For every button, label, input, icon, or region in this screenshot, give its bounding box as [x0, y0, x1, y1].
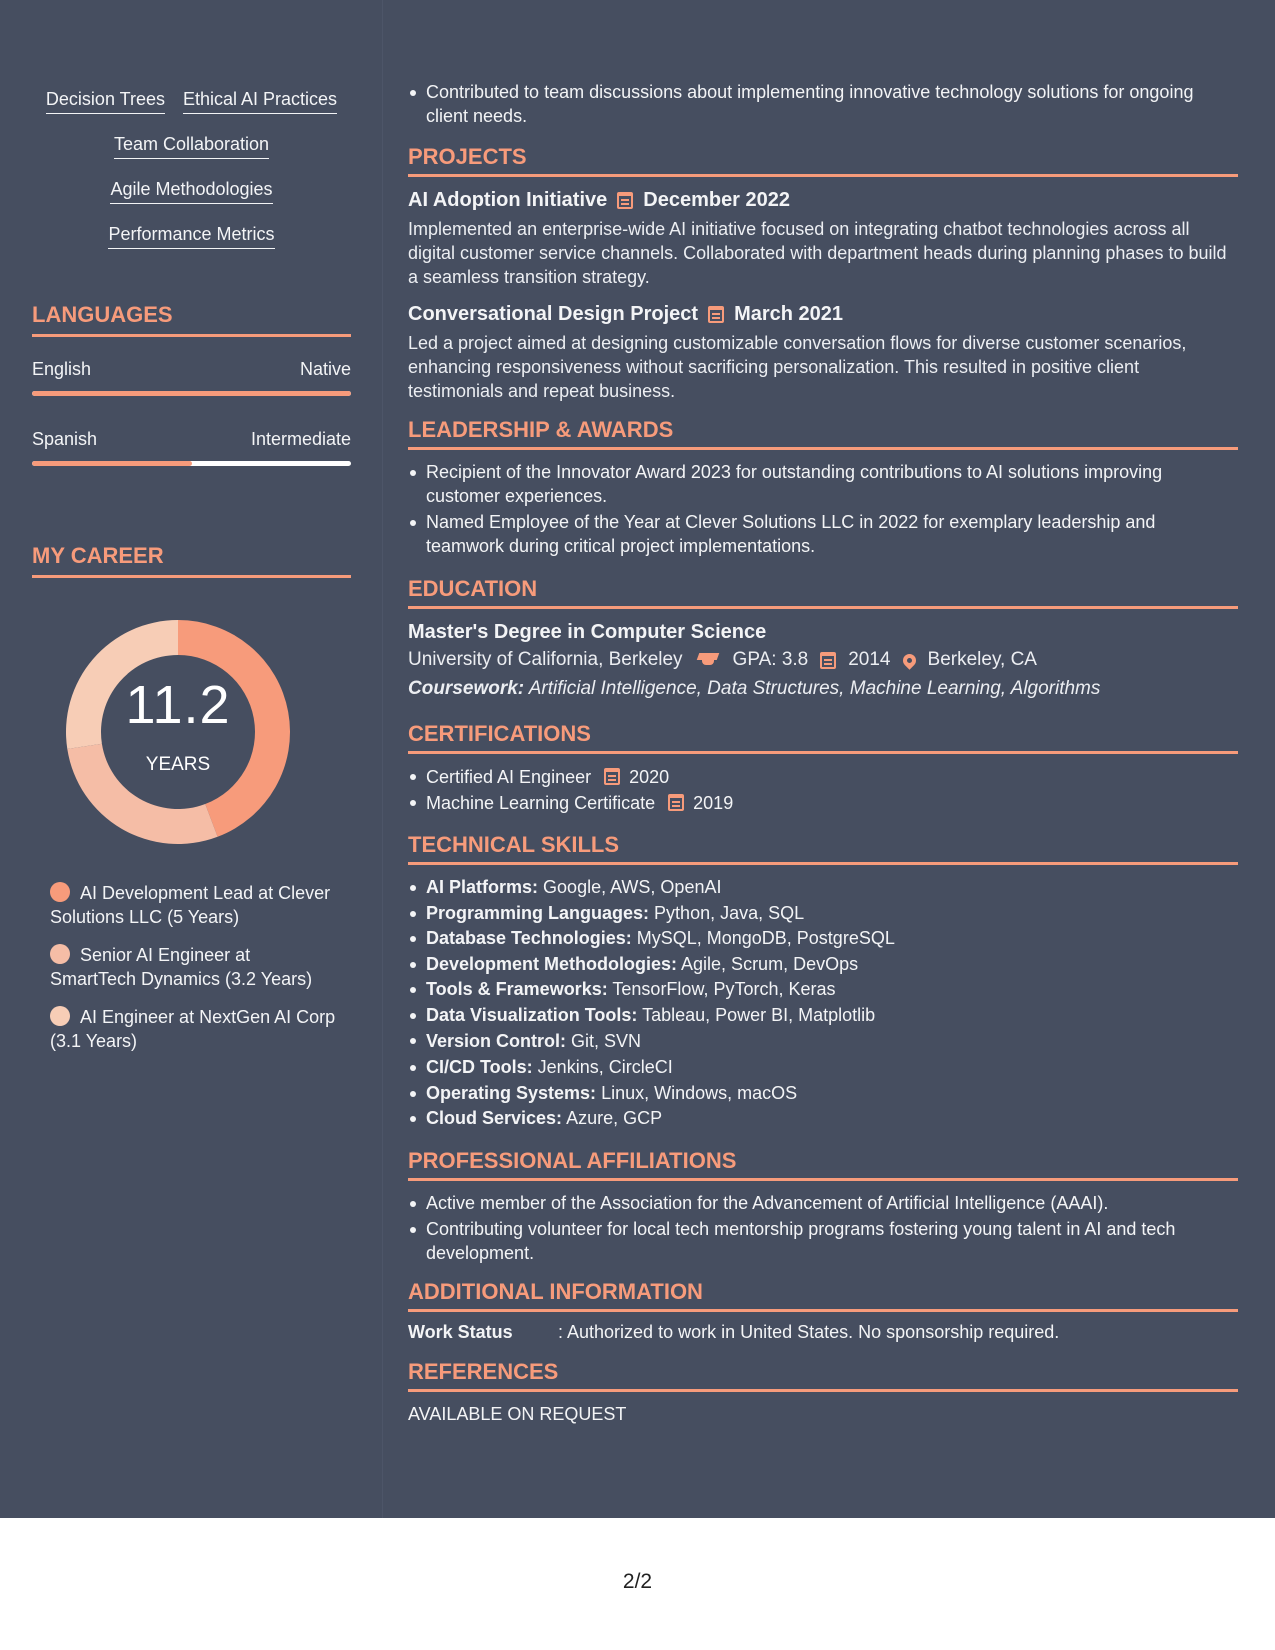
skill-item: [408, 1081, 1238, 1107]
project-date: March 2021: [734, 303, 844, 325]
skill-values: Tableau, Power BI, Matplotlib: [642, 1004, 876, 1025]
leadership-bullet: Recipient of the Innovator Award 2023 for outstanding contributions to AI solutions improving customer experiences.: [408, 460, 1238, 508]
career-heading: MY CAREER: [32, 543, 351, 578]
project-item: [408, 301, 1238, 403]
affiliation-bullet: Contributing volunteer for local tech mentorship programs fostering young talent in AI and tech development.: [408, 1217, 1238, 1265]
education-gpa: GPA: 3.8: [732, 649, 809, 670]
skill-tag-row: [32, 131, 351, 176]
skill-category: Tools & Frameworks:: [426, 979, 608, 999]
skill-item: [408, 952, 1238, 978]
skill-tag: Team Collaboration: [114, 131, 269, 159]
career-item: [50, 943, 340, 991]
technical-skills-section: [408, 832, 1238, 1132]
skill-values: Python, Java, SQL: [654, 902, 805, 923]
education-heading: EDUCATION: [408, 576, 1238, 609]
project-title-row: [408, 301, 1238, 327]
career-item-label: AI Development Lead at Clever Solutions LLC (5 Years): [50, 883, 331, 927]
career-total-unit: YEARS: [145, 754, 211, 775]
legend-dot-icon: [50, 1006, 70, 1026]
experience-bullet: Contributed to team discussions about implementing innovative technology solutions for ongoing client needs.: [408, 80, 1238, 128]
work-status-row: [408, 1322, 1238, 1343]
career-item-label: AI Engineer at NextGen AI Corp (3.1 Years): [50, 1007, 336, 1051]
skill-values: MySQL, MongoDB, PostgreSQL: [636, 928, 895, 948]
language-name: English: [32, 359, 92, 379]
education-meta: [408, 645, 1238, 675]
additional-info-heading: ADDITIONAL INFORMATION: [408, 1279, 1238, 1312]
skill-tags: [32, 86, 351, 266]
leadership-list: [408, 460, 1238, 558]
skill-category: Operating Systems:: [426, 1082, 597, 1103]
technical-skills-heading: TECHNICAL SKILLS: [408, 832, 1238, 865]
language-row: [32, 429, 351, 450]
skill-item: [408, 875, 1238, 901]
references-text: AVAILABLE ON REQUEST: [408, 1403, 627, 1424]
career-total-years: 11.2: [125, 675, 231, 735]
career-item: [50, 1005, 340, 1053]
leadership-section: [408, 417, 1238, 558]
career-donut-chart: [66, 620, 290, 844]
calendar-icon: [617, 192, 633, 209]
career-item: [50, 881, 340, 929]
affiliations-list: [408, 1191, 1238, 1265]
skill-item: [408, 1028, 1238, 1055]
calendar-icon: [604, 768, 620, 785]
certification-item: [408, 790, 1238, 816]
skill-category: Programming Languages:: [426, 902, 650, 923]
certifications-heading: CERTIFICATIONS: [408, 721, 1238, 754]
project-name: Conversational Design Project: [408, 303, 699, 325]
certification-name: Certified AI Engineer: [426, 767, 592, 787]
certification-name: Machine Learning Certificate: [426, 793, 656, 813]
skill-values: TensorFlow, PyTorch, Keras: [612, 979, 836, 999]
skill-category: Database Technologies:: [426, 928, 632, 948]
calendar-icon: [668, 794, 684, 811]
skill-values: Azure, GCP: [566, 1108, 663, 1128]
calendar-icon: [820, 652, 836, 669]
affiliations-heading: PROFESSIONAL AFFILIATIONS: [408, 1148, 1238, 1181]
project-date: December 2022: [643, 189, 791, 211]
skill-tag: Agile Methodologies: [110, 176, 272, 204]
skill-item: [408, 977, 1238, 1003]
education-year: 2014: [848, 649, 891, 670]
language-name: Spanish: [32, 429, 98, 449]
certifications-list: [408, 764, 1238, 816]
projects-heading: PROJECTS: [408, 144, 1238, 177]
right-column: [408, 80, 1238, 1439]
skill-tag-row: [32, 221, 351, 266]
skill-values: Git, SVN: [571, 1031, 642, 1051]
skill-item: [408, 901, 1238, 927]
language-level-fill: [32, 391, 351, 396]
education-location: Berkeley, CA: [927, 649, 1037, 670]
language-level-bar: [32, 391, 351, 396]
leadership-bullet: Named Employee of the Year at Clever Solutions LLC in 2022 for exemplary leadership and teamwork during critical project implementations.: [408, 510, 1238, 558]
education-section: [408, 576, 1238, 703]
location-pin-icon: [900, 651, 918, 669]
skill-item: [408, 1003, 1238, 1029]
certification-item: [408, 764, 1238, 790]
references-heading: REFERENCES: [408, 1359, 1238, 1392]
skill-category: Development Methodologies:: [426, 953, 678, 974]
legend-dot-icon: [50, 882, 70, 902]
career-list: [50, 881, 340, 1067]
skill-tag: Performance Metrics: [108, 221, 274, 249]
skill-category: Cloud Services:: [426, 1108, 563, 1128]
language-english: [32, 359, 351, 396]
legend-dot-icon: [50, 944, 70, 964]
language-level-bar: [32, 461, 351, 466]
coursework-label: Coursework:: [408, 678, 525, 699]
work-status-label: Work Status: [408, 1321, 513, 1342]
skill-category: CI/CD Tools:: [426, 1057, 533, 1077]
skill-item: [408, 1106, 1238, 1132]
experience-tail: [408, 80, 1238, 128]
languages-heading: LANGUAGES: [32, 302, 351, 337]
project-description: Implemented an enterprise-wide AI initiative focused on integrating chatbot technologies across all digital customer service channels. Collaborated with department heads during planning phases to build a seamless transition strategy.: [408, 219, 1227, 287]
education-coursework: [408, 675, 1238, 703]
additional-info-section: [408, 1279, 1238, 1343]
technical-skills-list: [408, 875, 1238, 1132]
language-level-fill: [32, 461, 192, 466]
calendar-icon: [708, 306, 724, 323]
references-section: [408, 1359, 1238, 1425]
language-spanish: [32, 429, 351, 466]
leadership-heading: LEADERSHIP & AWARDS: [408, 417, 1238, 450]
skill-item: [408, 1055, 1238, 1081]
work-status-value: : Authorized to work in United States. No sponsorship required.: [558, 1321, 1060, 1342]
education-school: University of California, Berkeley: [408, 649, 683, 670]
column-divider: [382, 0, 383, 1518]
graduation-cap-icon: [695, 653, 721, 667]
skill-category: AI Platforms:: [426, 877, 539, 897]
projects-section: [408, 144, 1238, 403]
certification-year: 2020: [629, 767, 670, 787]
skill-tag: Decision Trees: [46, 86, 165, 114]
page-number: 2/2: [622, 1570, 653, 1593]
skill-tag: Ethical AI Practices: [183, 86, 337, 114]
skill-values: Linux, Windows, macOS: [601, 1082, 798, 1103]
skill-category: Data Visualization Tools:: [426, 1004, 638, 1025]
certifications-section: [408, 721, 1238, 816]
skill-category: Version Control:: [426, 1031, 567, 1051]
career-item-label: Senior AI Engineer at SmartTech Dynamics (3.2 Years): [50, 945, 313, 989]
coursework-list: Artificial Intelligence, Data Structures, Machine Learning, Algorithms: [528, 678, 1101, 699]
affiliations-section: [408, 1148, 1238, 1265]
skill-tag-row: [32, 176, 351, 221]
certification-year: 2019: [693, 793, 734, 813]
education-degree: Master's Degree in Computer Science: [408, 621, 767, 643]
skill-tag-row: [32, 86, 351, 131]
project-name: AI Adoption Initiative: [408, 189, 608, 211]
project-title-row: [408, 187, 1238, 213]
skill-values: Agile, Scrum, DevOps: [681, 953, 859, 974]
language-level: Intermediate: [250, 429, 351, 449]
language-row: [32, 359, 351, 380]
project-item: [408, 187, 1238, 289]
skill-values: Google, AWS, OpenAI: [543, 877, 722, 897]
skill-values: Jenkins, CircleCI: [537, 1057, 673, 1077]
language-level: Native: [299, 359, 351, 379]
project-description: Led a project aimed at designing customizable conversation flows for diverse customer scenarios, enhancing responsiveness without sacrificing personalization. This resulted in positive client testimonials and repeat business.: [408, 333, 1187, 401]
skill-item: [408, 926, 1238, 952]
affiliation-bullet: Active member of the Association for the Advancement of Artificial Intelligence (AAAI).: [408, 1191, 1238, 1215]
